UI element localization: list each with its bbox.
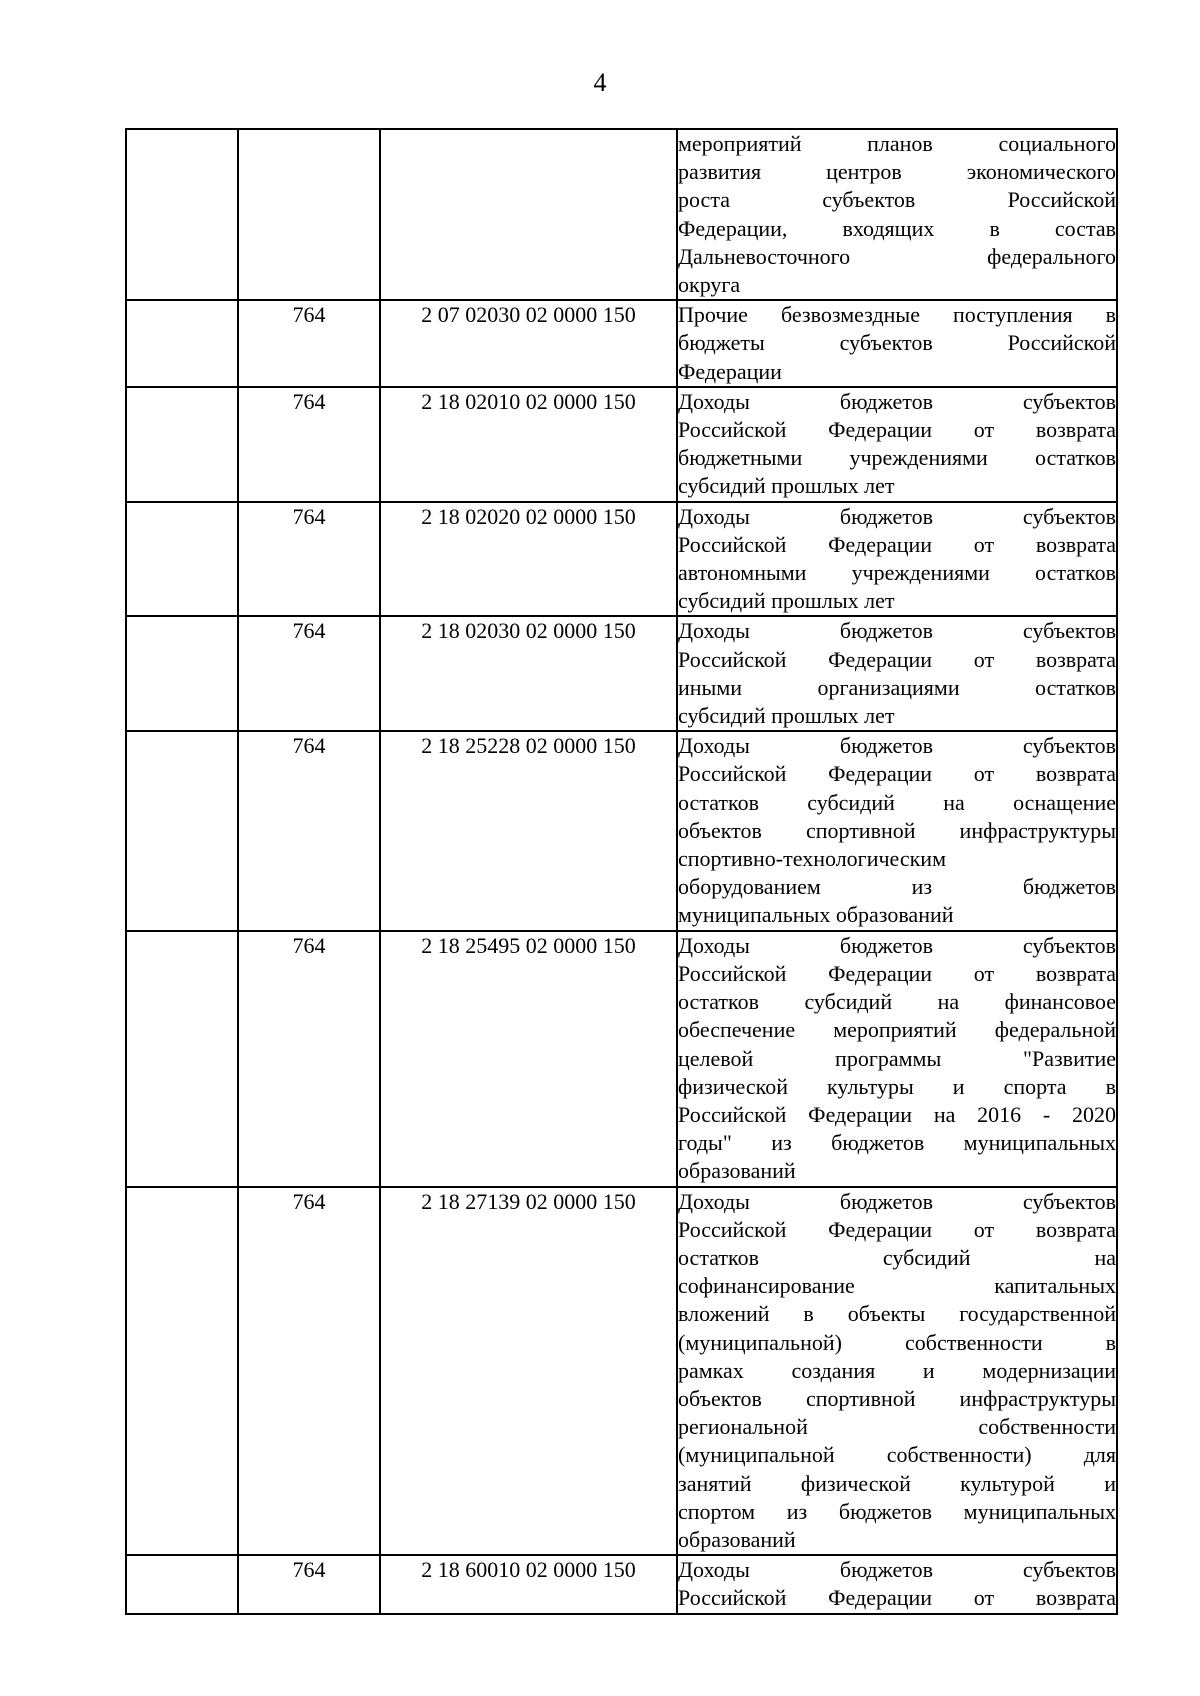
description-line: физической культуры и спорта в (678, 1073, 1116, 1099)
kbk-code-cell: 2 07 02030 02 0000 150 (380, 300, 677, 387)
description-line: субсидий прошлых лет (678, 473, 895, 499)
admin-code-cell: 764 (238, 931, 380, 1187)
kbk-code-cell: 2 18 27139 02 0000 150 (380, 1187, 677, 1556)
description-line: Доходы бюджетов субъектов (678, 733, 1116, 759)
description-line: Доходы бюджетов субъектов (678, 1188, 1116, 1214)
table-row (126, 1187, 1117, 1556)
description-line: бюджеты субъектов Российской (678, 330, 1116, 356)
description-cell (677, 931, 1117, 1187)
table-row (126, 300, 1117, 387)
description-line: мероприятий планов социального (678, 131, 1116, 156)
description-line: субсидий прошлых лет (678, 588, 895, 614)
revenue-codes-table (125, 128, 1118, 1615)
description-line: (муниципальной собственности) для (678, 1442, 1116, 1468)
table-row (126, 731, 1117, 930)
description-line: Федерации, входящих в состав (678, 215, 1116, 241)
description-line: оборудованием из бюджетов (678, 874, 1116, 900)
page-number: 4 (593, 68, 607, 97)
description-line: (муниципальной) собственности в (678, 1329, 1116, 1355)
description-line: объектов спортивной инфраструктуры (678, 817, 1116, 843)
kbk-code-cell: 2 18 02010 02 0000 150 (380, 387, 677, 502)
description-line: Российской Федерации на 2016 - 2020 (678, 1101, 1116, 1127)
kbk-code-cell: 2 18 25495 02 0000 150 (380, 931, 677, 1187)
description-line: Доходы бюджетов субъектов (678, 618, 1116, 644)
description-line: иными организациями остатков (678, 674, 1116, 700)
admin-code-cell: 764 (238, 502, 380, 617)
description-line: Доходы бюджетов субъектов (678, 503, 1116, 529)
description-line: занятий физической культурой и (678, 1470, 1116, 1496)
description-cell (677, 129, 1117, 300)
description-line: Российской Федерации от возврата (678, 531, 1116, 557)
admin-code-cell: 764 (238, 300, 380, 387)
table-row (126, 129, 1117, 300)
description-cell (677, 731, 1117, 930)
description-line: округа (678, 272, 741, 298)
description-line: объектов спортивной инфраструктуры (678, 1385, 1116, 1411)
description-line: развития центров экономического (678, 159, 1116, 185)
kbk-code-cell: 2 18 02020 02 0000 150 (380, 502, 677, 617)
description-line: остатков субсидий на оснащение (678, 789, 1116, 815)
description-cell (677, 1187, 1117, 1556)
description-cell (677, 1555, 1117, 1613)
admin-code-cell: 764 (238, 387, 380, 502)
description-line: софинансирование капитальных (678, 1273, 1116, 1299)
table-row (126, 616, 1117, 731)
description-line: Прочие безвозмездные поступления в (678, 302, 1116, 328)
table-row (126, 1555, 1117, 1613)
table-row (126, 931, 1117, 1187)
description-cell (677, 616, 1117, 731)
admin-code-cell: 764 (238, 616, 380, 731)
description-line: рамках создания и модернизации (678, 1357, 1116, 1383)
kbk-code-cell: 2 18 25228 02 0000 150 (380, 731, 677, 930)
admin-code-cell: 764 (238, 731, 380, 930)
description-line: Дальневосточного федерального (678, 243, 1116, 269)
description-line: роста субъектов Российской (678, 187, 1116, 213)
description-line: Российской Федерации от возврата (678, 417, 1116, 443)
admin-code-cell: 764 (238, 1555, 380, 1613)
description-line: Доходы бюджетов субъектов (678, 932, 1116, 958)
description-cell (677, 300, 1117, 387)
kbk-code-cell: 2 18 02030 02 0000 150 (380, 616, 677, 731)
description-line: годы" из бюджетов муниципальных (678, 1130, 1116, 1156)
table-row (126, 502, 1117, 617)
description-line: спортом из бюджетов муниципальных (678, 1498, 1116, 1524)
description-line: остатков субсидий на финансовое (678, 989, 1116, 1015)
description-line: образований (678, 1158, 796, 1184)
kbk-code-cell (380, 129, 677, 300)
description-line: целевой программы "Развитие (678, 1045, 1116, 1071)
blank-cell (126, 1187, 238, 1556)
description-line: субсидий прошлых лет (678, 703, 895, 729)
description-line: образований (678, 1526, 796, 1552)
admin-code-cell (238, 129, 380, 300)
blank-cell (126, 931, 238, 1187)
description-line: Российской Федерации от возврата (678, 646, 1116, 672)
blank-cell (126, 300, 238, 387)
description-line: Доходы бюджетов субъектов (678, 388, 1116, 414)
description-line: Российской Федерации от возврата (678, 1585, 1116, 1611)
description-line: Российской Федерации от возврата (678, 1216, 1116, 1242)
admin-code-cell: 764 (238, 1187, 380, 1556)
description-line: бюджетными учреждениями остатков (678, 445, 1116, 471)
table-body (126, 129, 1117, 1614)
description-line: Федерации (678, 358, 782, 384)
blank-cell (126, 502, 238, 617)
kbk-code-cell: 2 18 60010 02 0000 150 (380, 1555, 677, 1613)
blank-cell (126, 387, 238, 502)
description-line: муниципальных образований (678, 902, 954, 928)
description-line: вложений в объекты государственной (678, 1301, 1116, 1327)
blank-cell (126, 129, 238, 300)
description-line: Российской Федерации от возврата (678, 761, 1116, 787)
table-row (126, 387, 1117, 502)
description-line: региональной собственности (678, 1414, 1116, 1440)
description-cell (677, 502, 1117, 617)
description-line: Российской Федерации от возврата (678, 960, 1116, 986)
description-line: спортивно-технологическим (678, 846, 946, 872)
description-cell (677, 387, 1117, 502)
description-line: обеспечение мероприятий федеральной (678, 1017, 1116, 1043)
description-line: автономными учреждениями остатков (678, 560, 1116, 586)
description-line: Доходы бюджетов субъектов (678, 1557, 1116, 1583)
description-line: остатков субсидий на (678, 1244, 1116, 1270)
blank-cell (126, 616, 238, 731)
blank-cell (126, 1555, 238, 1613)
blank-cell (126, 731, 238, 930)
